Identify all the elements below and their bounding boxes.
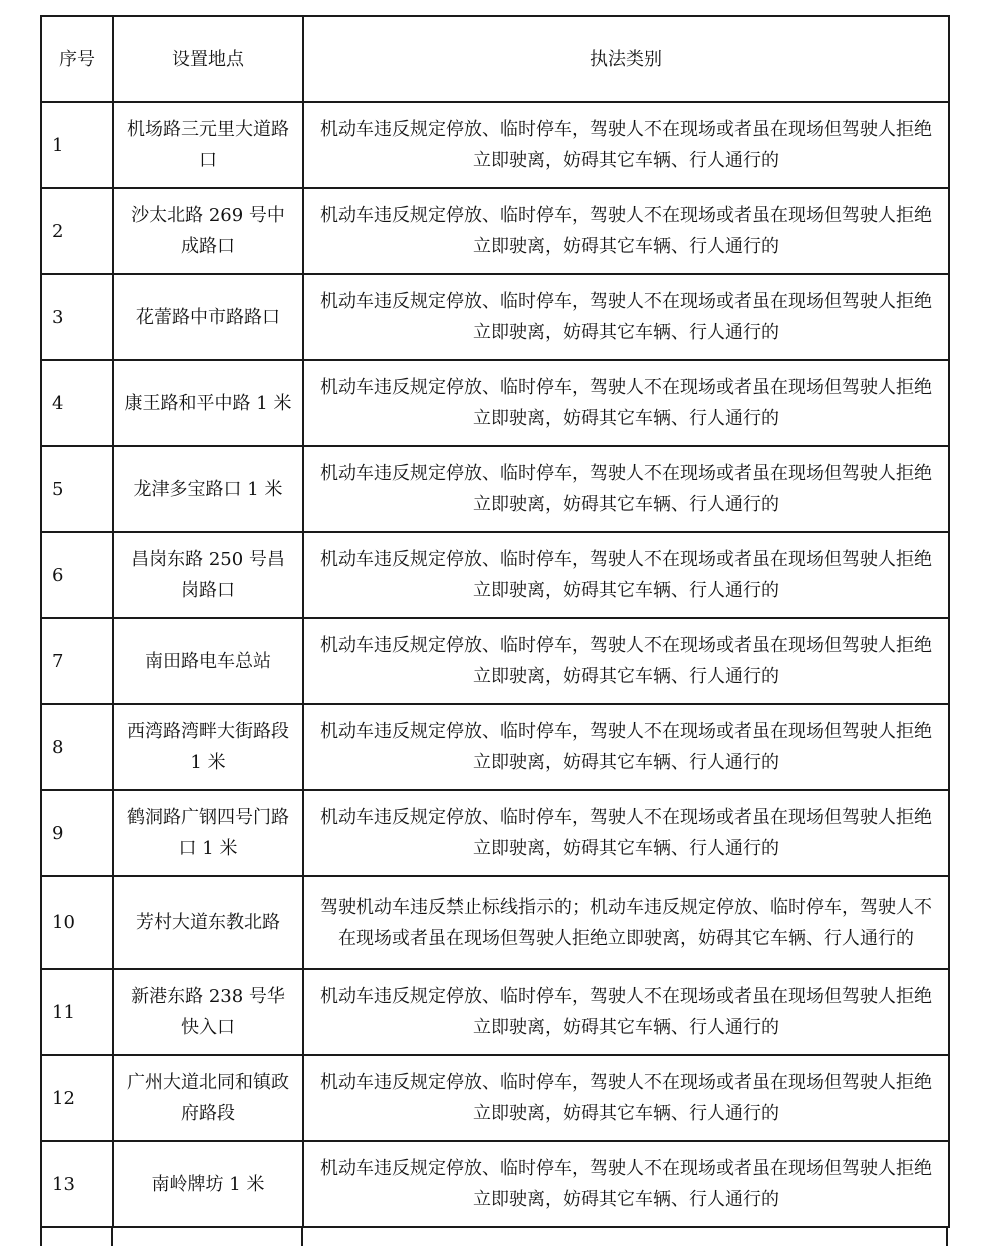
row-category: 机动车违反规定停放、临时停车，驾驶人不在现场或者虽在现场但驾驶人拒绝立即驶离，妨碍其它车辆、行人通行的 [303, 790, 949, 876]
row-index: 13 [41, 1141, 113, 1227]
row-index: 7 [41, 618, 113, 704]
row-location: 龙津多宝路口 1 米 [113, 446, 303, 532]
row-category: 机动车违反规定停放、临时停车，驾驶人不在现场或者虽在现场但驾驶人拒绝立即驶离，妨碍其它车辆、行人通行的 [303, 1055, 949, 1141]
row-location: 南田路电车总站 [113, 618, 303, 704]
table-continuation [40, 1226, 948, 1246]
row-location: 机场路三元里大道路口 [113, 102, 303, 188]
table-row [41, 102, 949, 188]
row-location: 南岭牌坊 1 米 [113, 1141, 303, 1227]
enforcement-location-document [40, 15, 948, 1228]
row-location: 昌岗东路 250 号昌岗路口 [113, 532, 303, 618]
row-index: 4 [41, 360, 113, 446]
row-location: 康王路和平中路 1 米 [113, 360, 303, 446]
table-row [41, 1055, 949, 1141]
row-category: 驾驶机动车违反禁止标线指示的；机动车违反规定停放、临时停车，驾驶人不在现场或者虽在现场但驾驶人拒绝立即驶离，妨碍其它车辆、行人通行的 [303, 876, 949, 969]
row-category: 机动车违反规定停放、临时停车，驾驶人不在现场或者虽在现场但驾驶人拒绝立即驶离，妨碍其它车辆、行人通行的 [303, 360, 949, 446]
table-header-row [41, 16, 949, 102]
row-category: 机动车违反规定停放、临时停车，驾驶人不在现场或者虽在现场但驾驶人拒绝立即驶离，妨碍其它车辆、行人通行的 [303, 1141, 949, 1227]
row-location: 芳村大道东教北路 [113, 876, 303, 969]
row-location: 鹤洞路广钢四号门路口 1 米 [113, 790, 303, 876]
row-index: 12 [41, 1055, 113, 1141]
row-location: 广州大道北同和镇政府路段 [113, 1055, 303, 1141]
column-rule [301, 1226, 303, 1246]
table-row [41, 1141, 949, 1227]
enforcement-location-table [40, 15, 950, 1228]
row-category: 机动车违反规定停放、临时停车，驾驶人不在现场或者虽在现场但驾驶人拒绝立即驶离，妨碍其它车辆、行人通行的 [303, 274, 949, 360]
row-location: 西湾路湾畔大街路段 1 米 [113, 704, 303, 790]
table-row [41, 876, 949, 969]
table-row [41, 532, 949, 618]
row-index: 6 [41, 532, 113, 618]
row-index: 2 [41, 188, 113, 274]
column-rule [111, 1226, 113, 1246]
row-index: 5 [41, 446, 113, 532]
row-category: 机动车违反规定停放、临时停车，驾驶人不在现场或者虽在现场但驾驶人拒绝立即驶离，妨碍其它车辆、行人通行的 [303, 188, 949, 274]
row-index: 3 [41, 274, 113, 360]
row-location: 新港东路 238 号华快入口 [113, 969, 303, 1055]
column-rule [40, 1226, 42, 1246]
row-category: 机动车违反规定停放、临时停车，驾驶人不在现场或者虽在现场但驾驶人拒绝立即驶离，妨碍其它车辆、行人通行的 [303, 618, 949, 704]
table-row [41, 446, 949, 532]
table-row [41, 618, 949, 704]
row-index: 8 [41, 704, 113, 790]
row-category: 机动车违反规定停放、临时停车，驾驶人不在现场或者虽在现场但驾驶人拒绝立即驶离，妨碍其它车辆、行人通行的 [303, 704, 949, 790]
table-row [41, 188, 949, 274]
table-row [41, 790, 949, 876]
row-category: 机动车违反规定停放、临时停车，驾驶人不在现场或者虽在现场但驾驶人拒绝立即驶离，妨碍其它车辆、行人通行的 [303, 969, 949, 1055]
table-row [41, 969, 949, 1055]
row-index: 1 [41, 102, 113, 188]
row-category: 机动车违反规定停放、临时停车，驾驶人不在现场或者虽在现场但驾驶人拒绝立即驶离，妨碍其它车辆、行人通行的 [303, 102, 949, 188]
row-index: 10 [41, 876, 113, 969]
row-category: 机动车违反规定停放、临时停车，驾驶人不在现场或者虽在现场但驾驶人拒绝立即驶离，妨碍其它车辆、行人通行的 [303, 446, 949, 532]
row-location: 花蕾路中市路路口 [113, 274, 303, 360]
column-rule [946, 1226, 948, 1246]
table-row [41, 360, 949, 446]
row-index: 11 [41, 969, 113, 1055]
table-row [41, 704, 949, 790]
header-index: 序号 [41, 16, 113, 102]
row-index: 9 [41, 790, 113, 876]
row-category: 机动车违反规定停放、临时停车，驾驶人不在现场或者虽在现场但驾驶人拒绝立即驶离，妨碍其它车辆、行人通行的 [303, 532, 949, 618]
header-location: 设置地点 [113, 16, 303, 102]
table-row [41, 274, 949, 360]
header-category: 执法类别 [303, 16, 949, 102]
row-location: 沙太北路 269 号中成路口 [113, 188, 303, 274]
